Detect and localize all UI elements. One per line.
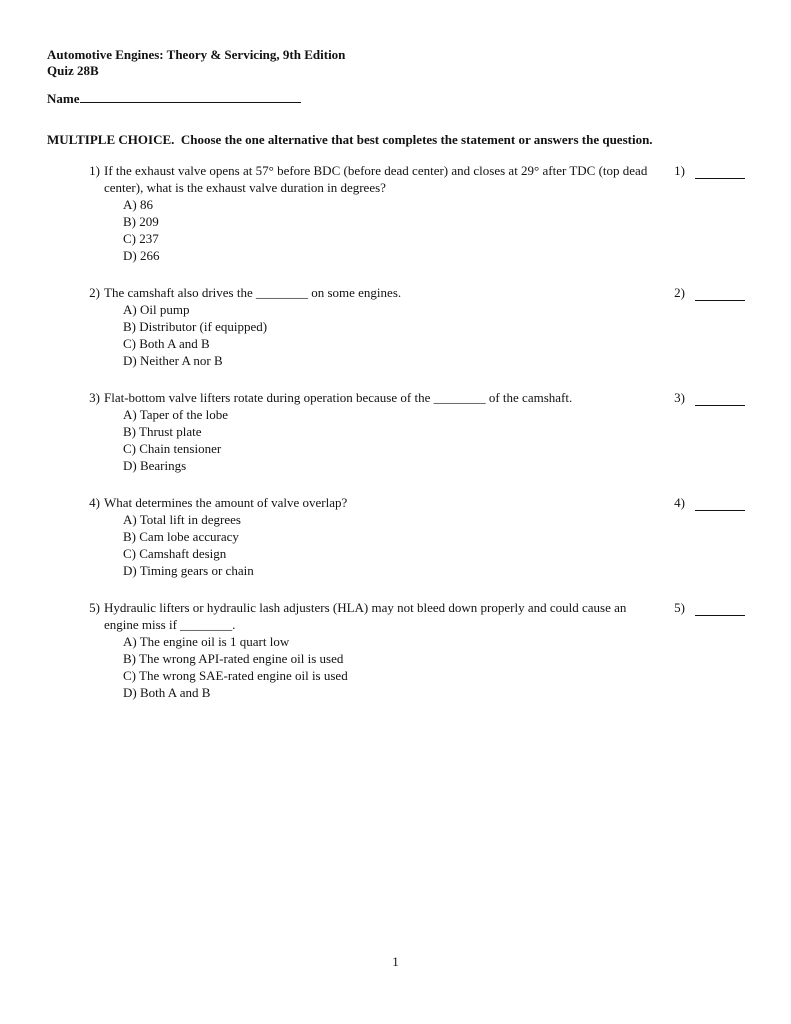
choice-c: C) Camshaft design xyxy=(123,546,227,561)
choice-c: C) 237 xyxy=(123,231,159,246)
choice-c: C) The wrong SAE-rated engine oil is used xyxy=(123,668,348,683)
choice-d: D) Both A and B xyxy=(123,685,211,700)
answer-blank-line xyxy=(695,286,745,301)
answer-slot xyxy=(674,599,745,616)
question-number: 3) xyxy=(89,390,100,405)
choice-c: C) Both A and B xyxy=(123,336,210,351)
answer-slot xyxy=(674,389,745,406)
name-row xyxy=(47,89,301,107)
name-label: Name xyxy=(47,91,80,106)
choice-a: A) The engine oil is 1 quart low xyxy=(123,634,290,649)
answer-blank-line xyxy=(695,496,745,511)
answer-number: 2) xyxy=(674,285,685,300)
question-block-3 xyxy=(47,389,745,474)
answer-blank-line xyxy=(695,164,745,179)
choice-d: D) Neither A nor B xyxy=(123,353,223,368)
question-text: If the exhaust valve opens at 57° before BDC (before dead center) and closes at 29° after TDC (top dead center), what is the exhaust valve duration in degrees? xyxy=(104,163,648,195)
question-number: 1) xyxy=(89,163,100,178)
choice-d: D) Timing gears or chain xyxy=(123,563,254,578)
question-number: 5) xyxy=(89,600,100,615)
choice-c: C) Chain tensioner xyxy=(123,441,222,456)
answer-slot xyxy=(674,284,745,301)
answer-number: 1) xyxy=(674,163,685,178)
page-number: 1 xyxy=(392,954,399,969)
question-block-2 xyxy=(47,284,745,369)
answer-number: 4) xyxy=(674,495,685,510)
question-list xyxy=(47,162,745,721)
answer-number: 5) xyxy=(674,600,685,615)
answer-blank-line xyxy=(695,391,745,406)
answer-number: 3) xyxy=(674,390,685,405)
choice-a: A) Taper of the lobe xyxy=(123,407,228,422)
question-number: 2) xyxy=(89,285,100,300)
question-block-5 xyxy=(47,599,745,701)
question-text: Hydraulic lifters or hydraulic lash adjusters (HLA) may not bleed down properly and could cause an engine miss if ________. xyxy=(104,600,627,632)
question-text: What determines the amount of valve overlap? xyxy=(104,495,348,510)
section-instructions: MULTIPLE CHOICE. Choose the one alternative that best completes the statement or answers the question. xyxy=(47,132,653,147)
question-number: 4) xyxy=(89,495,100,510)
choice-a: A) 86 xyxy=(123,197,153,212)
answer-blank-line xyxy=(695,601,745,616)
question-block-4 xyxy=(47,494,745,579)
quiz-number: Quiz 28B xyxy=(47,63,99,78)
answer-slot xyxy=(674,162,745,179)
choice-b: B) Distributor (if equipped) xyxy=(123,319,268,334)
name-blank-line xyxy=(80,89,301,103)
choice-b: B) The wrong API-rated engine oil is used xyxy=(123,651,344,666)
choice-b: B) Cam lobe accuracy xyxy=(123,529,239,544)
choice-a: A) Oil pump xyxy=(123,302,190,317)
document-header xyxy=(47,47,345,79)
choice-a: A) Total lift in degrees xyxy=(123,512,241,527)
answer-slot xyxy=(674,494,745,511)
question-text: The camshaft also drives the ________ on some engines. xyxy=(104,285,402,300)
choice-b: B) 209 xyxy=(123,214,159,229)
choice-b: B) Thrust plate xyxy=(123,424,202,439)
choice-d: D) Bearings xyxy=(123,458,187,473)
choice-d: D) 266 xyxy=(123,248,160,263)
document-title: Automotive Engines: Theory & Servicing, 9th Edition xyxy=(47,47,346,62)
question-text: Flat-bottom valve lifters rotate during operation because of the ________ of the camshaft. xyxy=(104,390,573,405)
question-block-1 xyxy=(47,162,745,264)
